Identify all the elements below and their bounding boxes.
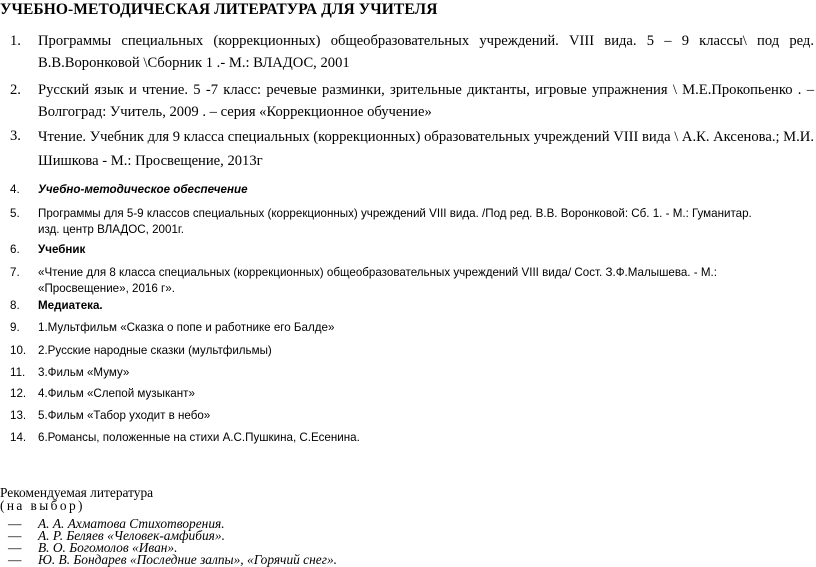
list-item-text: 4.Фильм «Слепой музыкант» (38, 387, 195, 400)
list-item-text: 6.Романсы, положенные на стихи А.С.Пушкина, С.Есенина. (38, 431, 360, 444)
dash-bullet: — (8, 528, 22, 543)
list-item-number: 4. (10, 183, 20, 196)
list-item-text: 5.Фильм «Табор уходит в небо» (38, 409, 211, 422)
list-item-number: 9. (10, 321, 20, 334)
list-item-number: 11. (10, 366, 26, 379)
list-item-number: 14. (10, 431, 27, 444)
recommended-title: Рекомендуемая литература (0, 485, 154, 500)
list-item-number: 3. (10, 128, 21, 144)
dash-bullet: — (8, 516, 22, 531)
recommended-entry-text: А. А. Ахматова Стихотворения. (38, 516, 225, 531)
list-item-text: «Чтение для 8 класса специальных (коррекционных) общеобразовательных учреждений VIII вида/ Сост. З.Ф.Малышева. - М.: «Просвещение», 2016 г». (38, 266, 717, 295)
list-item-text: Учебник (38, 243, 86, 256)
list-item-text: 2.Русские народные сказки (мультфильмы) (38, 344, 272, 357)
recommended-entry-text: Ю. В. Бондарев «Последние залпы», «Горячий снег». (38, 552, 337, 567)
dash-bullet: — (8, 552, 22, 567)
list-item-text: Программы для 5-9 классов специальных (коррекционных) учреждений VIII вида. /Под ред. В.В. Воронковой: Сб. 1. - М.: Гуманитар. изд. центр ВЛАДОС, 2001г. (38, 207, 752, 236)
list-item-number: 1. (10, 33, 21, 49)
list-item-number: 10. (10, 344, 27, 357)
list-item-number: 13. (10, 409, 27, 422)
list-item-number: 2. (10, 82, 21, 98)
recommended-entry-text: В. О. Богомолов «Иван». (38, 540, 178, 555)
list-item-text: Медиатека. (38, 299, 103, 312)
list-item-text: Программы специальных (коррекционных) общеобразовательных учреждений. VIII вида. 5 – 9 классы\ под ред. В.В.Воронковой \Сборник 1 .- М.: ВЛАДОС, 2001 (38, 33, 814, 71)
list-item-text: 1.Мультфильм «Сказка о попе и работнике его Балде» (38, 321, 335, 334)
list-item-number: 7. (10, 266, 20, 279)
list-item-number: 5. (10, 207, 20, 220)
list-item-text: Учебно-методическое обеспечение (38, 183, 248, 196)
list-item-number: 12. (10, 387, 27, 400)
list-item-text: Чтение. Учебник для 9 класса специальных (коррекционных) образовательных учреждений VIII вида \ А.К. Аксенова.; М.И. Шишкова - М.: Просвещение, 2013г (38, 129, 814, 169)
recommended-subtitle: (на выбор) (0, 498, 85, 513)
list-item-number: 6. (10, 243, 20, 256)
recommended-entry (8, 553, 337, 567)
list-item-text: 3.Фильм «Муму» (38, 366, 130, 379)
dash-bullet: — (8, 540, 22, 555)
page-title: УЧЕБНО-МЕТОДИЧЕСКАЯ ЛИТЕРАТУРА ДЛЯ УЧИТЕЛЯ (0, 1, 438, 18)
list-item-number: 8. (10, 299, 20, 312)
list-item-text: Русский язык и чтение. 5 -7 класс: речевые разминки, зрительные диктанты, игровые упражнения \ М.Е.Прокопьенко . –Волгоград: Учитель, 2009 . – серия «Коррекционное обучение» (38, 82, 814, 120)
recommended-entry-text: А. Р. Беляев «Человек-амфибия». (38, 528, 225, 543)
